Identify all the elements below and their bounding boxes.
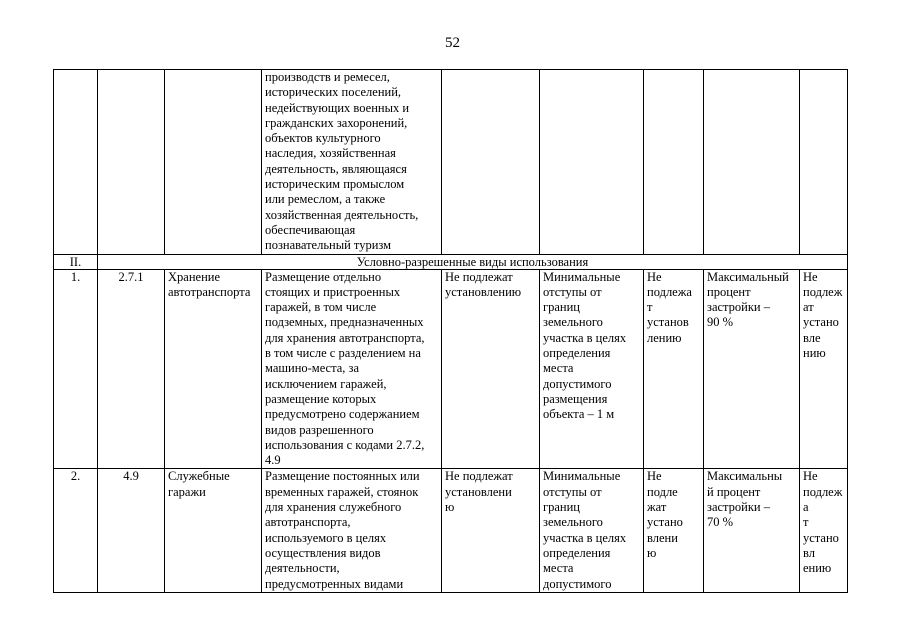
row-description-text: Размещение отдельно стоящих и пристроенных гаражей, в том числе подземных, предназначенных для хранения автотранспорта, в том числе с разделением на машино-места, за исключением гаражей, размещение которых предусмотрено содержанием видов разрешенного использования с кодами 2.7.2, 4.9 — [265, 269, 425, 468]
table-row-section — [54, 254, 848, 269]
cell-empty — [540, 70, 644, 255]
table-row — [54, 269, 848, 469]
row-name-text: Служебные гаражи — [168, 469, 230, 499]
cell-empty — [800, 70, 848, 255]
row-min-area — [442, 469, 540, 592]
cell-empty — [54, 70, 98, 255]
row-max-floors-text: Не подле жат устано влени ю — [647, 469, 683, 560]
row-number: 2. — [54, 469, 98, 592]
row-description-text: Размещение постоянных или временных гаражей, стоянок для хранения служебного автотранспорта, используемого в целях осуществления видов деятельности, предусмотренных видами — [265, 469, 420, 591]
row-description — [262, 469, 442, 592]
section-title: Условно-разрешенные виды использования — [98, 254, 848, 269]
row-max-coverage — [704, 269, 800, 469]
table-row-continuation — [54, 70, 848, 255]
row-other — [800, 269, 848, 469]
row-setbacks — [540, 469, 644, 592]
row-max-coverage-text: Максимальный процент застройки – 90 % — [707, 269, 789, 330]
cell-empty — [98, 70, 165, 255]
row-min-area — [442, 269, 540, 469]
row-name-text: Хранение автотранспорта — [168, 269, 251, 299]
row-max-coverage — [704, 469, 800, 592]
row-setbacks-text: Минимальные отступы от границ земельного участка в целях определения места допустимого — [543, 469, 627, 591]
row-number: 1. — [54, 269, 98, 469]
row-other-text: Не подлежат установле нию — [803, 269, 843, 361]
row-name — [165, 269, 262, 469]
row-code: 2.7.1 — [98, 269, 165, 469]
zoning-table — [53, 69, 848, 593]
page-number: 52 — [445, 35, 460, 51]
row-max-coverage-text: Максимальны й процент застройки – 70 % — [707, 469, 783, 530]
row-max-floors-text: Не подлежа т установ лению — [647, 269, 692, 345]
cell-empty — [644, 70, 704, 255]
row-max-floors — [644, 469, 704, 592]
row-other-text: Не подлежа т установл ению — [803, 469, 843, 576]
row-min-area-text: Не подлежат установлению — [445, 269, 522, 299]
table-row — [54, 469, 848, 592]
cell-empty — [165, 70, 262, 255]
row-name — [165, 469, 262, 592]
row-description — [262, 269, 442, 469]
description-text: производств и ремесел, исторических поселений, недействующих военных и гражданских захоронений, объектов культурного наследия, хозяйственная деятельность, являющаяся историческим промыслом или ремеслом, а также хозяйственная деятельность, обеспечивающая познавательный туризм — [265, 70, 419, 253]
cell-empty — [442, 70, 540, 255]
cell-empty — [704, 70, 800, 255]
row-min-area-text: Не подлежат установлени ю — [445, 469, 513, 515]
row-setbacks — [540, 269, 644, 469]
cell-description — [262, 70, 442, 255]
row-code: 4.9 — [98, 469, 165, 592]
row-other — [800, 469, 848, 592]
row-max-floors — [644, 269, 704, 469]
row-setbacks-text: Минимальные отступы от границ земельного участка в целях определения места допустимого размещения объекта – 1 м — [543, 269, 627, 422]
section-number: II. — [54, 254, 98, 269]
